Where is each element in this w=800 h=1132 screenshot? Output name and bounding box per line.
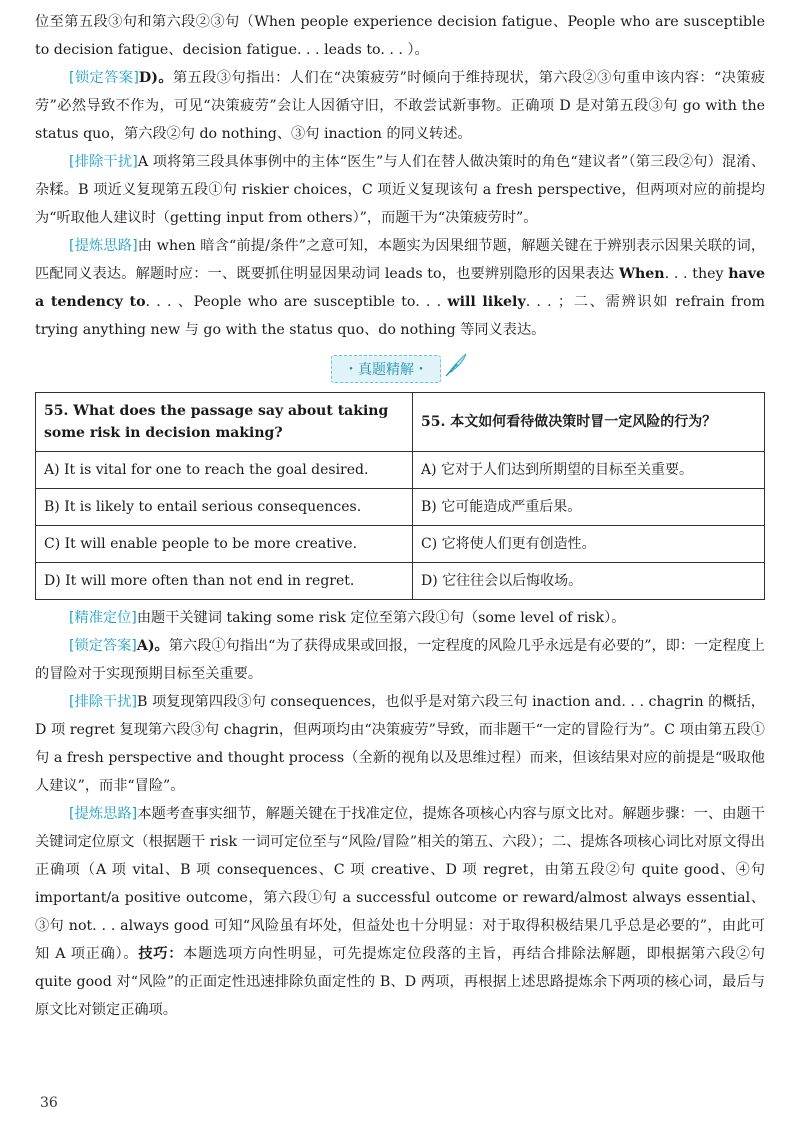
page-number: 36: [40, 1095, 58, 1111]
think-text: . . . they: [664, 266, 729, 282]
question-table: [35, 392, 765, 600]
q54-exclude: [35, 148, 765, 232]
exclude-tag: [排除干扰]: [69, 694, 138, 710]
lock-answer-text: 第五段③句指出：人们在“决策疲劳”时倾向于维持现状，第六段②③句重申该内容：“决策疲劳”必然导致不作为，可见“决策疲劳”会让人因循守旧，不敢尝试新事物。正确项 D 是对第五段③句 go with the status quo，第六段②句 do nothing、③句 inaction 的同义转述。: [35, 70, 766, 142]
option-en: B) It is likely to entail serious consequences.: [36, 489, 413, 526]
think-bold: have a tendency to: [35, 266, 765, 310]
answer-letter: D)。: [138, 70, 173, 86]
option-zh: C) 它将使人们更有创造性。: [413, 526, 765, 563]
q54-think: [35, 232, 765, 344]
answer-letter: A)。: [136, 638, 169, 654]
intro-paragraph: 位至第五段③句和第六段②③句（When people experience decision fatigue、People who are susceptible to decision fatigue、decision fatigue. . . leads to. . . ）。: [35, 14, 765, 58]
option-zh: D) 它往往会以后悔收场。: [413, 563, 765, 600]
think-tag: [提炼思路]: [69, 806, 138, 822]
table-row: [36, 489, 765, 526]
think-text: . . . ；二、需辨识如 refrain from trying anything new 与 go with the status quo、do nothing 等同义表达。: [35, 294, 765, 338]
think-text: 本题选项方向性明显，可先提炼定位段落的主旨，再结合排除法解题，即根据第六段②句 quite good 对“风险”的正面定性迅速排除负面定性的 B、D 两项，再根据上述思路提炼余下两项的核心词，最后与原文比对锁定正确项。: [35, 946, 765, 1018]
q55-think: [35, 800, 765, 1024]
q55-locate: [35, 604, 765, 632]
question-zh: 55. 本文如何看待做决策时冒一定风险的行为？: [413, 393, 765, 452]
lock-answer-text: 第六段①句指出“为了获得成果或回报，一定程度的风险几乎永远是有必要的”，即：一定程度上的冒险对于实现预期目标至关重要。: [35, 638, 765, 682]
locate-text: 由题干关键词 taking some risk 定位至第六段①句（some level of risk）。: [136, 610, 626, 626]
banner-label: ・真题精解・: [331, 355, 441, 383]
option-zh: B) 它可能造成严重后果。: [413, 489, 765, 526]
think-tag: [提炼思路]: [69, 238, 138, 254]
q54-lock-answer: [35, 64, 765, 148]
table-row: [36, 526, 765, 563]
think-text: 本题考查事实细节，解题关键在于找准定位，提炼各项核心内容与原文比对。解题步骤：一、由题干关键词定位原文（根据题干 risk 一词可定位至与“风险/冒险”相关的第五、六段）；二、提炼各项核心词比对原文得出正确项（A 项 vital、B 项 consequences、C 项 creative、D 项 regret，由第五段②句 quite good、④句 important/a positive outcome，第六段①句 a successful outcome or reward/almost always essential、③句 not. . . always good 可知“风险虽有坏处，但益处也十分明显：对于取得积极结果几乎总是必要的”，由此可知 A 项正确）。: [35, 806, 765, 962]
section-banner: [35, 352, 765, 386]
lock-answer-tag: [锁定答案]: [69, 638, 137, 654]
question-en: 55. What does the passage say about taking some risk in decision making?: [36, 393, 413, 452]
quill-icon: [443, 352, 469, 382]
table-row: [36, 452, 765, 489]
exclude-text: B 项复现第四段③句 consequences，也似乎是对第六段三句 inaction and. . . chagrin 的概括，D 项 regret 复现第六段③句 chagrin，但两项均由“决策疲劳”导致，而非题干“一定的冒险行为”。C 项由第五段①句 a fresh perspective and thought process（全新的视角以及思维过程）而来，但该结果对应的前提是“吸取他人建议”，而非“冒险”。: [35, 694, 765, 794]
think-text: . . . 、People who are susceptible to. . .: [145, 294, 448, 310]
q55-exclude: [35, 688, 765, 800]
think-bold: When: [619, 266, 665, 282]
option-en: D) It will more often than not end in regret.: [36, 563, 413, 600]
table-header-row: [36, 393, 765, 452]
lock-answer-tag: [锁定答案]: [69, 70, 139, 86]
think-bold: 技巧：: [138, 946, 184, 962]
page-content: [35, 8, 765, 1024]
think-text: 由 when 暗含“前提/条件”之意可知，本题实为因果细节题，解题关键在于辨别表示因果关联的词，匹配同义表达。解题时应：一、既要抓住明显因果动词 leads to，也要辨别隐形的因果表达: [35, 238, 766, 282]
table-row: [36, 563, 765, 600]
option-en: A) It is vital for one to reach the goal desired.: [36, 452, 413, 489]
think-bold: will likely: [447, 294, 526, 310]
q55-lock-answer: [35, 632, 765, 688]
exclude-tag: [排除干扰]: [69, 154, 138, 170]
option-zh: A) 它对于人们达到所期望的目标至关重要。: [413, 452, 765, 489]
option-en: C) It will enable people to be more creative.: [36, 526, 413, 563]
locate-tag: [精准定位]: [69, 610, 137, 626]
exclude-text: A 项将第三段具体事例中的主体“医生”与人们在替人做决策时的角色“建议者”（第三段②句）混淆、杂糅。B 项近义复现第五段①句 riskier choices，C 项近义复现该句 a fresh perspective，但两项对应的前提均为“听取他人建议时（getting input from others）”，而题干为“决策疲劳时”。: [35, 154, 766, 226]
